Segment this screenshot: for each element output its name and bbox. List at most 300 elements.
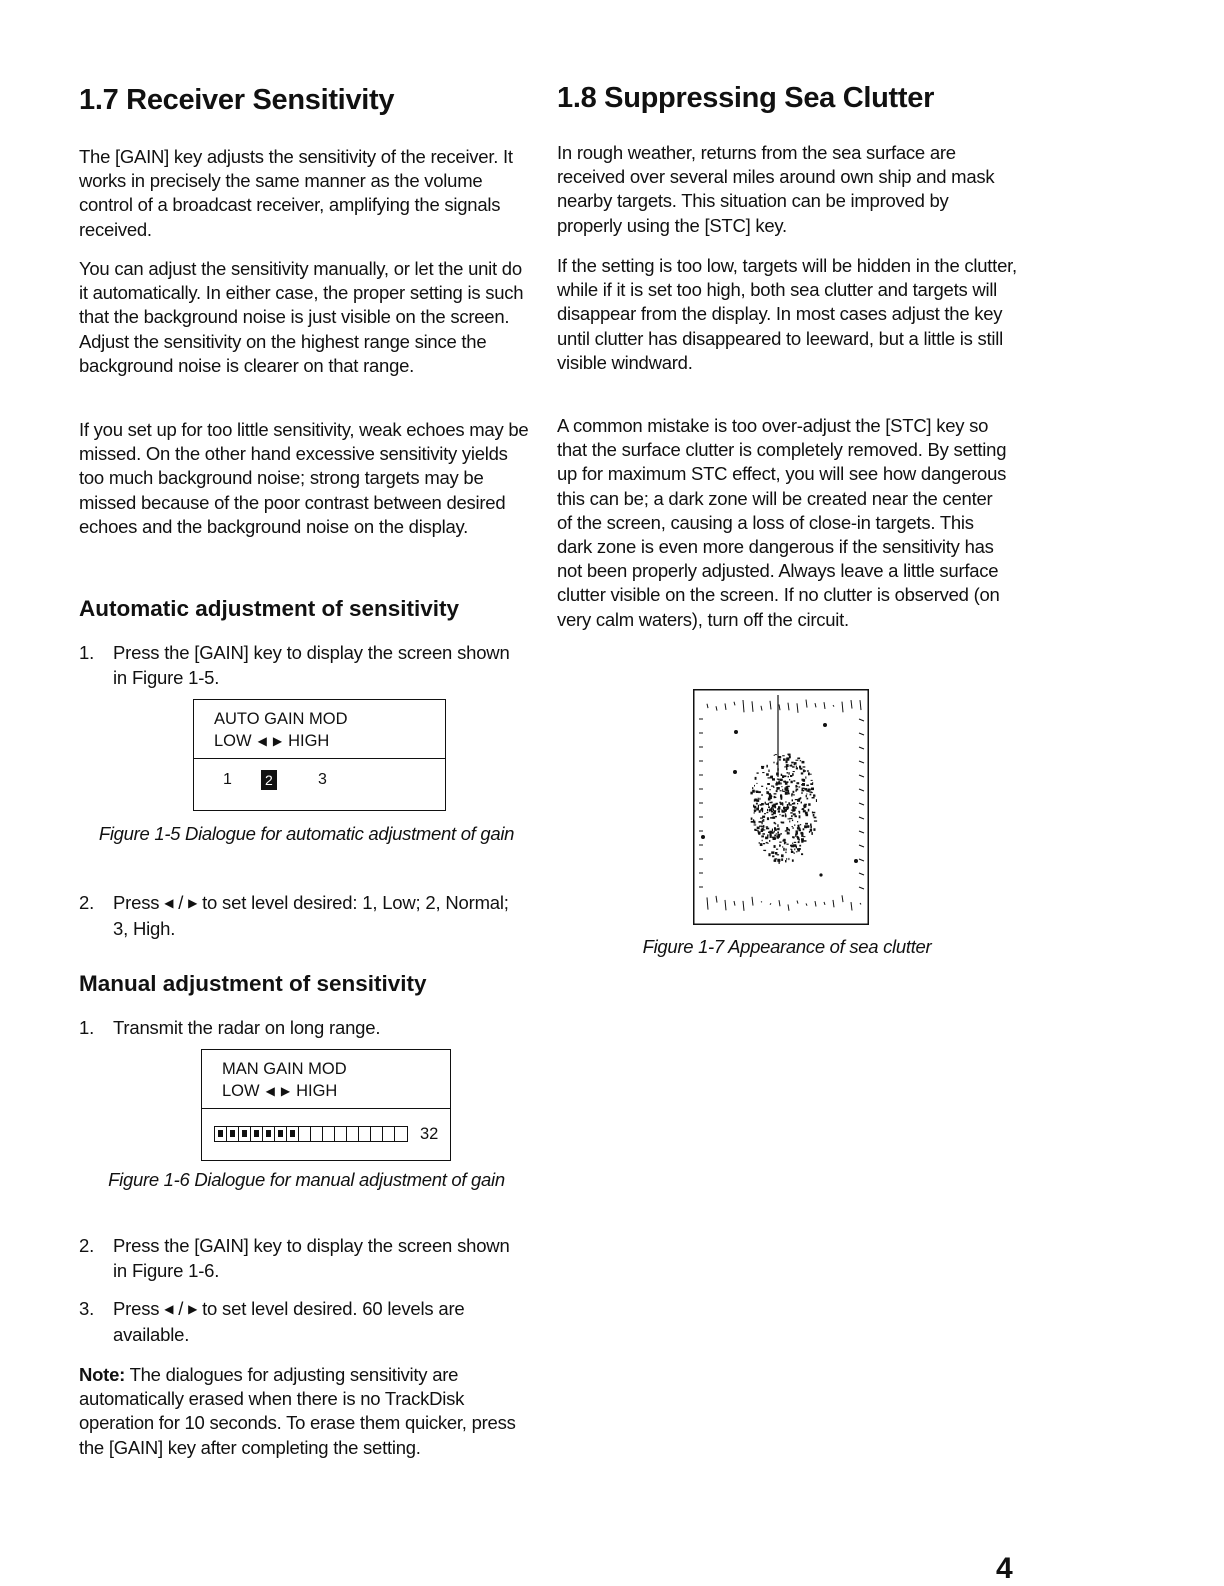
clutter-speck (775, 816, 777, 817)
clutter-speck (792, 773, 794, 776)
clutter-speck (774, 822, 776, 824)
clutter-speck (767, 817, 769, 820)
clutter-speck (803, 805, 806, 808)
clutter-speck (779, 861, 780, 864)
clutter-speck (755, 830, 757, 831)
clutter-speck (790, 775, 792, 777)
clutter-speck (797, 827, 800, 829)
clutter-speck (793, 802, 795, 804)
step-number: 3. (79, 1298, 95, 1319)
clutter-speck (798, 786, 800, 787)
clutter-speck (754, 822, 756, 823)
list-item (79, 1015, 519, 1040)
clutter-speck (796, 832, 798, 834)
clutter-speck (801, 792, 802, 794)
clutter-speck (777, 854, 780, 855)
clutter-speck (766, 765, 768, 768)
clutter-speck (786, 788, 789, 790)
target-echo (823, 723, 827, 727)
dialog-range-row (214, 731, 329, 751)
clutter-speck (763, 843, 765, 844)
gain-bar-cell-empty (371, 1127, 383, 1141)
note-paragraph (79, 1363, 534, 1460)
clutter-speck (800, 760, 801, 761)
level-option: 1 (223, 771, 232, 788)
clutter-speck (767, 783, 770, 785)
clutter-speck (786, 858, 787, 859)
clutter-speck (794, 762, 797, 765)
dialog-mode-label: MAN GAIN MOD (222, 1060, 347, 1078)
clutter-speck (799, 815, 801, 818)
clutter-speck (791, 845, 794, 848)
right-triangle-icon: ▶ (272, 734, 283, 748)
clutter-speck (767, 843, 768, 844)
clutter-speck (812, 797, 815, 799)
clutter-speck (803, 810, 806, 812)
clutter-speck (785, 809, 787, 812)
figure-caption: Figure 1-7 Appearance of sea clutter (642, 936, 932, 957)
clutter-speck (796, 851, 798, 852)
clutter-speck (778, 810, 780, 812)
clutter-speck (798, 841, 800, 843)
clutter-speck (774, 793, 777, 794)
clutter-speck (797, 836, 799, 838)
clutter-speck (796, 846, 797, 849)
clutter-speck (782, 846, 783, 847)
clutter-speck (772, 778, 775, 780)
paragraph: In rough weather, returns from the sea surface are received over several miles around own ship and mask nearby targets. This situation can be improved by properly using the [STC] key. (557, 142, 995, 236)
clutter-speck (756, 791, 759, 793)
clutter-speck (814, 817, 817, 819)
clutter-speck (766, 773, 769, 776)
clutter-speck (781, 783, 782, 785)
clutter-speck (764, 813, 766, 814)
clutter-speck (802, 779, 805, 781)
clutter-speck (772, 837, 775, 839)
clutter-speck (762, 772, 764, 773)
clutter-speck (785, 782, 788, 785)
clutter-speck (798, 799, 800, 801)
left-triangle-icon: ◀ (265, 1084, 275, 1098)
clutter-speck (773, 806, 775, 808)
clutter-speck (780, 845, 781, 847)
clutter-speck (806, 785, 809, 787)
clutter-speck (813, 814, 815, 817)
clutter-speck (766, 826, 768, 827)
clutter-speck (766, 828, 769, 830)
clutter-speck (756, 803, 758, 805)
clutter-speck (762, 822, 763, 825)
clutter-speck (791, 851, 794, 853)
clutter-speck (774, 835, 776, 837)
clutter-speck (778, 806, 780, 809)
high-label: HIGH (288, 732, 330, 750)
dialog-mode-label: AUTO GAIN MOD (214, 710, 348, 728)
clutter-speck (757, 827, 760, 830)
right-triangle-icon: ▶ (280, 1084, 291, 1098)
clutter-speck (807, 798, 809, 800)
clutter-speck (786, 761, 788, 764)
right-triangle-icon: ▶ (188, 896, 198, 910)
clutter-speck (759, 810, 761, 813)
clutter-speck (754, 799, 757, 802)
clutter-speck (796, 782, 799, 784)
gain-bar-cell-empty (359, 1127, 371, 1141)
gain-bar-cell-empty (299, 1127, 311, 1141)
clutter-speck (796, 760, 799, 761)
clutter-speck (751, 818, 753, 820)
clutter-speck (801, 853, 803, 855)
clutter-speck (781, 822, 784, 824)
clutter-speck (752, 790, 755, 793)
clutter-speck (816, 799, 817, 802)
clutter-speck (801, 838, 804, 840)
clutter-speck (783, 839, 785, 842)
clutter-speck (794, 852, 795, 854)
clutter-speck (773, 762, 774, 764)
clutter-speck (768, 832, 770, 834)
clutter-speck (789, 754, 791, 755)
clutter-speck (794, 824, 795, 826)
clutter-speck (777, 835, 780, 837)
clutter-speck (787, 804, 789, 807)
dialog-header (202, 1050, 450, 1109)
clutter-speck (759, 842, 760, 844)
clutter-speck (811, 832, 813, 835)
clutter-speck (785, 860, 787, 862)
gain-bar-cell-filled (227, 1127, 239, 1141)
clutter-speck (797, 786, 798, 787)
clutter-speck (768, 806, 770, 808)
clutter-speck (772, 855, 774, 857)
clutter-speck (758, 791, 761, 793)
clutter-speck (803, 828, 805, 830)
clutter-speck (757, 772, 759, 773)
clutter-speck (775, 754, 777, 755)
clutter-speck (761, 794, 762, 796)
clutter-speck (796, 834, 798, 835)
clutter-speck (782, 815, 785, 817)
clutter-speck (779, 828, 780, 831)
clutter-speck (765, 802, 766, 805)
clutter-speck (767, 809, 768, 811)
clutter-speck (754, 806, 756, 809)
gain-bar-cell-filled (263, 1127, 275, 1141)
clutter-speck (799, 812, 800, 814)
clutter-speck (780, 796, 782, 799)
clutter-speck (790, 818, 792, 819)
clutter-speck (761, 766, 764, 769)
clutter-speck (801, 802, 802, 804)
clutter-speck (779, 842, 781, 843)
clutter-speck (800, 824, 801, 825)
clutter-speck (779, 759, 781, 761)
clutter-speck (792, 826, 794, 827)
low-label: LOW (214, 732, 252, 750)
clutter-speck (762, 833, 765, 835)
clutter-speck (792, 836, 795, 838)
target-echo (734, 730, 738, 734)
clutter-speck (784, 842, 786, 845)
clutter-speck (754, 809, 757, 811)
left-triangle-icon: ◀ (164, 1302, 174, 1316)
paragraph: The [GAIN] key adjusts the sensitivity of the receiver. It works in precisely the same manner as the volume control of a broadcast receiver, amplifying the signals received. (79, 146, 513, 240)
clutter-speck (777, 832, 779, 834)
clutter-speck (755, 777, 757, 780)
gain-bar-cell-filled (239, 1127, 251, 1141)
clutter-speck (791, 781, 793, 784)
clutter-speck (792, 859, 794, 861)
clutter-speck (796, 767, 798, 769)
clutter-speck (805, 776, 806, 778)
clutter-speck (794, 842, 796, 843)
clutter-speck (760, 843, 763, 846)
clutter-speck (810, 826, 812, 829)
clutter-speck (776, 783, 778, 786)
clutter-speck (782, 810, 784, 813)
clutter-speck (778, 779, 780, 780)
clutter-speck (774, 810, 776, 811)
gain-bar-cell-empty (335, 1127, 347, 1141)
clutter-speck (773, 787, 774, 788)
clutter-speck (763, 850, 766, 851)
section-title-receiver-sensitivity: 1.7 Receiver Sensitivity (79, 84, 395, 116)
step-text: to set level desired. 60 levels are available. (113, 1298, 465, 1345)
sea-clutter-radar-figure (693, 689, 869, 925)
clutter-speck (806, 790, 807, 792)
clutter-speck (792, 820, 793, 822)
clutter-speck (802, 808, 804, 810)
clutter-speck (779, 814, 780, 815)
target-echo (701, 835, 705, 839)
auto-gain-dialog (193, 699, 446, 811)
clutter-speck (781, 802, 783, 804)
clutter-speck (792, 843, 793, 844)
clutter-speck (810, 783, 813, 785)
clutter-speck (789, 779, 790, 780)
clutter-speck (793, 794, 795, 795)
clutter-speck (785, 815, 787, 818)
clutter-speck (772, 817, 774, 819)
clutter-speck (772, 832, 774, 834)
clutter-speck (810, 774, 812, 775)
clutter-speck (769, 833, 771, 836)
clutter-speck (754, 812, 755, 813)
clutter-speck (793, 791, 795, 793)
dialog-range-row (222, 1081, 337, 1101)
list-item (79, 1233, 519, 1283)
clutter-speck (811, 792, 813, 793)
gain-bar-cell-filled (287, 1127, 299, 1141)
step-text: Press (113, 1298, 160, 1319)
clutter-speck (804, 840, 807, 842)
clutter-speck (791, 815, 793, 817)
step-text: to set level desired: 1, Low; 2, Normal; 3, High. (113, 892, 509, 939)
step-number: 2. (79, 1235, 95, 1256)
clutter-speck (768, 853, 770, 856)
figure-caption: Figure 1-5 Dialogue for automatic adjustment of gain (98, 823, 515, 844)
clutter-speck (776, 790, 778, 792)
subheading-manual-adjustment: Manual adjustment of sensitivity (79, 971, 427, 996)
clutter-speck (787, 772, 788, 774)
list-item: 2. Press ◀ / ▶ to set level desired: 1, Low; 2, Normal; 3, High. (79, 892, 509, 939)
clutter-speck (802, 788, 805, 790)
gain-level-bar (214, 1126, 408, 1142)
paragraph: A common mistake is too over-adjust the [STC] key so that the surface clutter is completely removed. By setting up for maximum STC effect, you will see how dangerous this can be; a dark zone will be created near the center of the screen, causing a loss of close-in targets. This dark zone is even more dangerous if the sensitivity has not been properly adjusted. Always leave a little surface clutter visible on the screen. If no clutter is observed (on very calm waters), turn off the circuit. (557, 415, 1007, 630)
clutter-speck (781, 774, 783, 776)
clutter-speck (802, 783, 805, 786)
clutter-speck (808, 809, 810, 812)
clutter-speck (774, 845, 776, 848)
clutter-speck (792, 799, 793, 801)
clutter-speck (769, 802, 771, 804)
figure-frame (694, 690, 869, 925)
step-number: 2. (79, 892, 95, 913)
clutter-speck (760, 818, 763, 819)
clutter-speck (758, 805, 759, 808)
clutter-speck (808, 803, 810, 806)
clutter-speck (806, 794, 807, 795)
clutter-speck (798, 825, 800, 828)
subheading-automatic-adjustment: Automatic adjustment of sensitivity (79, 596, 460, 621)
clutter-speck (786, 829, 789, 831)
level-option: 3 (318, 771, 327, 788)
clutter-speck (788, 772, 789, 775)
clutter-speck (777, 788, 779, 789)
clutter-speck (759, 821, 762, 823)
clutter-speck (813, 794, 815, 796)
clutter-speck (810, 824, 812, 826)
clutter-speck (778, 756, 781, 758)
clutter-speck (799, 845, 801, 847)
clutter-speck (768, 770, 769, 773)
clutter-speck (788, 790, 789, 793)
gain-bar-cell-filled (215, 1127, 227, 1141)
low-label: LOW (222, 1082, 260, 1100)
clutter-speck (802, 761, 805, 764)
gain-bar-cell-empty (395, 1127, 407, 1141)
clutter-speck (769, 809, 770, 812)
clutter-speck (811, 780, 813, 781)
clutter-speck (788, 858, 789, 860)
gain-bar-cell-filled (251, 1127, 263, 1141)
clutter-speck (753, 819, 754, 821)
clutter-speck (786, 790, 787, 791)
left-triangle-icon: ◀ (164, 896, 174, 910)
gain-bar-cell-empty (383, 1127, 395, 1141)
clutter-speck (785, 849, 786, 851)
clutter-speck (808, 789, 810, 792)
clutter-speck (804, 804, 807, 805)
clutter-speck (793, 827, 794, 829)
clutter-speck (803, 769, 805, 772)
clutter-speck (781, 858, 783, 861)
left-triangle-icon: ◀ (257, 734, 267, 748)
clutter-speck (793, 771, 795, 772)
clutter-speck (771, 802, 773, 804)
clutter-speck (782, 775, 784, 778)
clutter-speck (785, 852, 786, 854)
clutter-speck (776, 763, 778, 765)
step-text: Transmit the radar on long range. (113, 1017, 381, 1038)
clutter-speck (752, 787, 753, 789)
clutter-speck (806, 795, 807, 797)
clutter-speck (795, 807, 797, 809)
clutter-speck (797, 758, 800, 760)
step-text: Press the [GAIN] key to display the screen shown in Figure 1-5. (113, 642, 510, 688)
clutter-speck (761, 826, 763, 828)
manual-gain-dialog (201, 1049, 451, 1161)
clutter-speck (773, 812, 776, 814)
clutter-speck (778, 780, 780, 783)
clutter-speck (770, 789, 771, 790)
clutter-speck (754, 785, 755, 787)
clutter-speck (785, 813, 786, 814)
clutter-speck (774, 829, 777, 831)
clutter-speck (788, 793, 790, 795)
clutter-speck (772, 829, 773, 832)
clutter-speck (766, 788, 767, 790)
clutter-speck (754, 824, 757, 825)
clutter-speck (801, 790, 804, 792)
step-number: 1. (79, 1017, 95, 1038)
clutter-speck (761, 835, 764, 837)
clutter-speck (763, 829, 765, 830)
clutter-speck (797, 803, 798, 804)
clutter-speck (795, 815, 797, 817)
clutter-speck (768, 777, 771, 778)
clutter-speck (795, 799, 798, 800)
paragraph: You can adjust the sensitivity manually, or let the unit do it automatically. In either case, the proper setting is such that the background noise is just visible on the screen. Adjust the sensitivity on the highest range since the background noise is clearer on that range. (79, 258, 524, 376)
clutter-speck (773, 804, 775, 805)
paragraph: If the setting is too low, targets will be hidden in the clutter, while if it is set too high, both sea clutter and targets will disappear from the display. In most cases adjust the key until clutter has disappeared to leeward, but a little is still visible windward. (557, 255, 1017, 373)
clutter-speck (788, 802, 790, 804)
clutter-speck (786, 757, 789, 759)
clutter-speck (756, 783, 757, 784)
clutter-speck (776, 849, 778, 850)
clutter-speck (793, 780, 795, 782)
clutter-speck (798, 839, 800, 841)
clutter-speck (812, 812, 815, 814)
clutter-speck (779, 802, 781, 804)
clutter-speck (788, 776, 790, 778)
clutter-speck (785, 807, 787, 808)
clutter-speck (789, 821, 790, 823)
clutter-speck (807, 770, 808, 772)
clutter-speck (765, 837, 768, 840)
clutter-speck (780, 833, 782, 834)
step-text: Press (113, 892, 160, 913)
clutter-speck (767, 834, 768, 836)
step-number: 1. (79, 642, 95, 663)
level-option-selected: 2 (261, 770, 277, 790)
clutter-speck (776, 782, 777, 784)
gain-bar-cell-filled (275, 1127, 287, 1141)
clutter-speck (770, 776, 773, 778)
clutter-speck (787, 786, 790, 787)
clutter-speck (783, 848, 785, 851)
clutter-speck (780, 779, 783, 780)
clutter-speck (756, 808, 759, 811)
clutter-speck (796, 766, 797, 768)
clutter-speck (777, 824, 778, 827)
clutter-speck (811, 788, 814, 791)
clutter-speck (791, 764, 792, 766)
clutter-speck (799, 766, 801, 769)
clutter-speck (774, 796, 776, 798)
clutter-speck (771, 807, 773, 809)
clutter-speck (776, 773, 779, 776)
